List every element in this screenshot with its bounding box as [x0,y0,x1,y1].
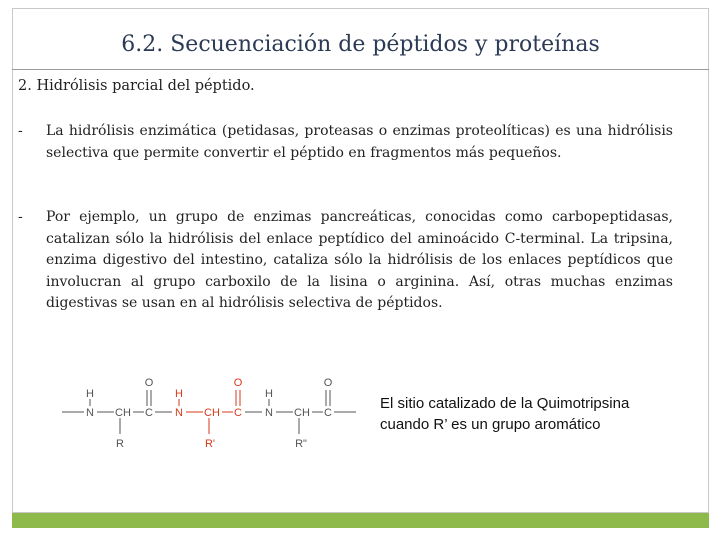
atom-ch-highlight: CH [204,407,220,419]
atom-o: O [323,377,333,389]
atom-n-highlight: N [175,407,183,419]
atom-h: H [86,388,94,400]
caption-line-1: El sitio catalizado de la Quimotripsina [380,395,630,412]
atom-c: C [324,407,332,419]
atom-n: N [86,407,94,419]
title-divider [12,69,709,70]
atom-ch: CH [115,407,131,419]
atom-c: C [145,407,153,419]
atom-c-highlight: C [234,407,242,419]
slide-title: 6.2. Secuenciación de péptidos y proteínas [121,32,600,57]
atom-o: O [144,377,154,389]
bullet-item-2 [18,207,673,315]
atom-h-highlight: H [175,388,183,400]
section-subtitle: 2. Hidrólisis parcial del péptido. [18,78,255,94]
atom-r-double-prime: R" [295,438,307,450]
atom-n: N [265,407,273,419]
diagram-caption [380,393,700,435]
bullet-item-1 [18,121,673,164]
footer-accent-bar [12,513,709,528]
atom-ch: CH [294,407,310,419]
atom-o-highlight: O [233,377,243,389]
bullet-text: La hidrólisis enzimática (petidasas, proteasas o enzimas proteolíticas) es una hidrólisis selectiva que permite convertir el péptido en fragmentos más pequeños. [46,123,673,161]
bullet-text: Por ejemplo, un grupo de enzimas pancreáticas, conocidas como carbopeptidasas, catalizan sólo la hidrólisis del enlace peptídico del aminoácido C-terminal. La tripsina, enzima digestivo del intestino, cataliza sólo la hidrólisis de los enlaces peptídicos que involucran al grupo carboxilo de la lisina o arginina. Así, otras muchas enzimas digestivas se usan en al hidrólisis selectiva de péptidos. [46,209,673,311]
peptide-structure-diagram [56,372,366,457]
atom-r: R [116,438,124,450]
title-area [12,8,709,70]
atom-h: H [265,388,273,400]
atom-r-prime-highlight: R' [204,438,216,450]
bullet-dash: - [18,123,23,139]
caption-line-2: cuando R’ es un grupo aromático [380,416,601,433]
bullet-dash: - [18,209,23,225]
